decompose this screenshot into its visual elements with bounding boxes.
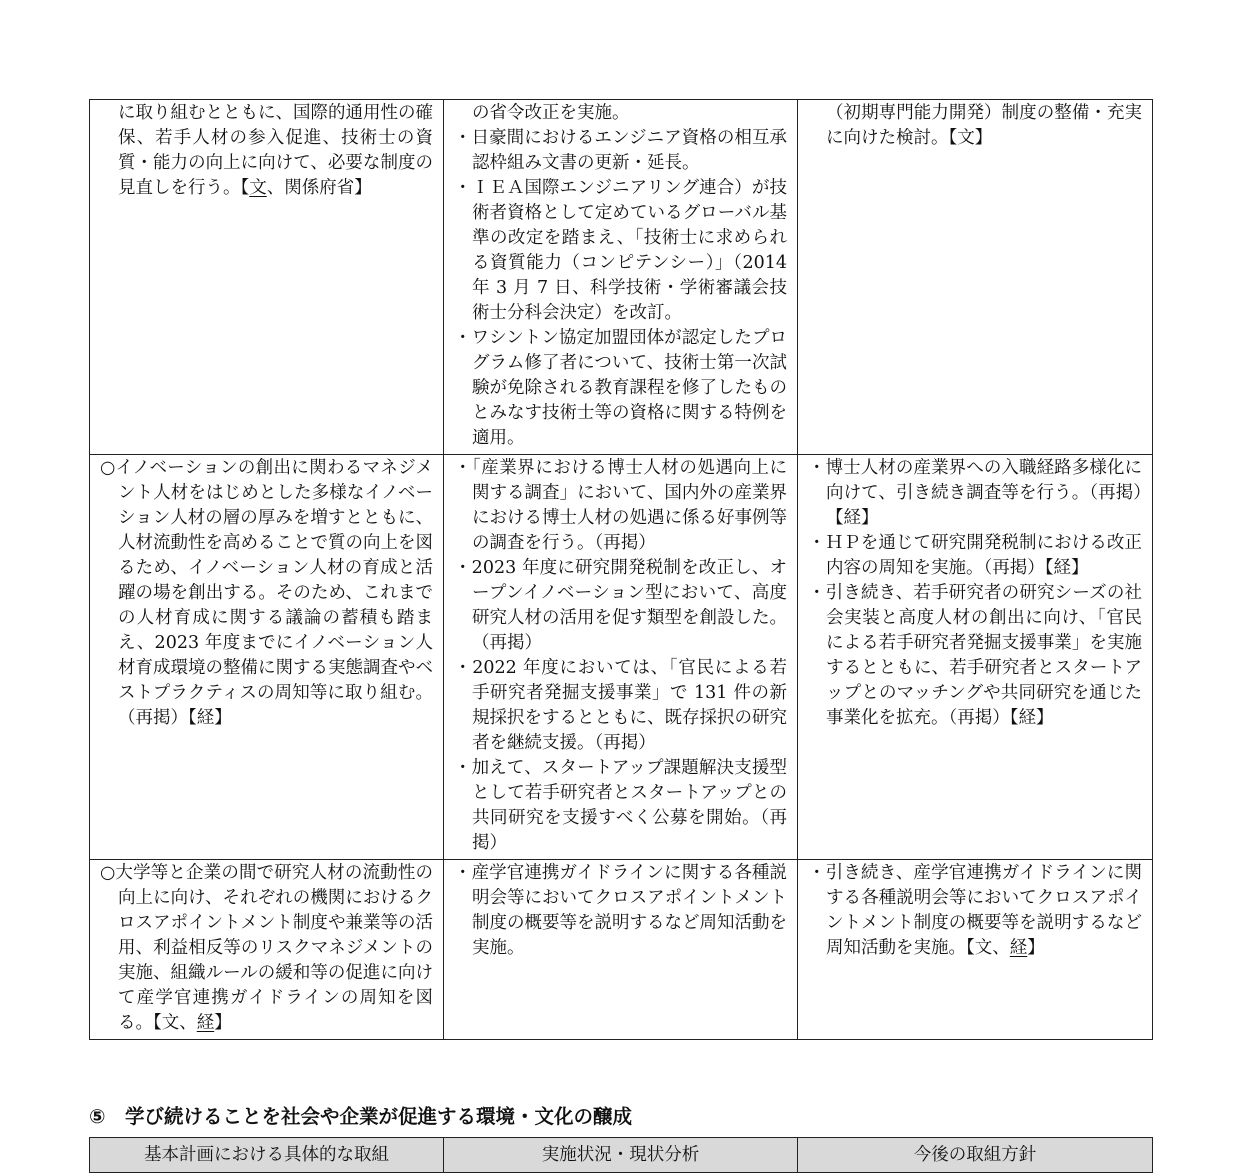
list-item: ・ＨＰを通じて研究開発税制における改正内容の周知を実施。（再掲）【経】 xyxy=(808,533,1142,578)
list-item: ・博士人材の産業界への入職経路多様化に向けて、引き続き調査等を行う。（再掲）【経】 xyxy=(808,458,1142,528)
list-item: ・ワシントン協定加盟団体が認定したプログラム修了者について、技術士第一次試験が免除される教育課程を修了したものとみなす技術士等の資格に関する特例を適用。 xyxy=(454,328,787,448)
table-row xyxy=(90,100,1153,455)
policy-cell xyxy=(798,455,1153,860)
list-item: に取り組むとともに、国際的通用性の確保、若手人材の参入促進、技術士の資質・能力の向上に向けて、必要な制度の見直しを行う。【文、関係府省】 xyxy=(118,103,433,198)
list-item: ・加えて、スタートアップ課題解決支援型として若手研究者とスタートアップとの共同研究を支援すべく公募を開始。（再掲） xyxy=(454,758,787,853)
list-item: ・2023 年度に研究開発税制を改正し、オープンイノベーション型において、高度研究人材の活用を促す類型を創設した。（再掲） xyxy=(454,558,787,653)
list-item: ・引き続き、若手研究者の研究シーズの社会実装と高度人材の創出に向け、「官民による若手研究者発掘支援事業」を実施するとともに、若手研究者とスタートアップとのマッチングや共同研究を通じた事業化を拡充。（再掲）【経】 xyxy=(808,583,1142,728)
list-item: （初期専門能力開発）制度の整備・充実に向けた検討。【文】 xyxy=(826,103,1142,148)
table-row xyxy=(90,860,1153,1040)
list-item: ・2022 年度においては、「官民による若手研究者発掘支援事業」で 131 件の新規採択をするとともに、既存採択の研究者を継続支援。（再掲） xyxy=(454,658,787,753)
plan-cell xyxy=(90,100,444,455)
underlined-agency: 経 xyxy=(1009,938,1028,958)
list-item: ・産学官連携ガイドラインに関する各種説明会等においてクロスアポイントメント制度の概要等を説明するなど周知活動を実施。 xyxy=(454,863,787,958)
header-col-policy: 今後の取組方針 xyxy=(798,1138,1153,1173)
policy-table-body xyxy=(90,100,1153,1040)
list-item: ・引き続き、産学官連携ガイドラインに関する各種説明会等においてクロスアポイントメント制度の概要等を説明するなど周知活動を実施。【文、経】 xyxy=(808,863,1142,958)
next-table-header xyxy=(89,1137,1153,1173)
policy-cell xyxy=(798,100,1153,455)
list-item: ・「産業界における博士人材の処遇向上に関する調査」において、国内外の産業界における博士人材の処遇に係る好事例等の調査を行う。（再掲） xyxy=(454,458,787,553)
section-heading: ⑤ 学び続けることを社会や企業が促進する環境・文化の醸成 xyxy=(89,1105,633,1128)
header-col-status: 実施状況・現状分析 xyxy=(444,1138,798,1173)
status-cell xyxy=(444,100,798,455)
table-row xyxy=(90,455,1153,860)
header-col-plan: 基本計画における具体的な取組 xyxy=(90,1138,444,1173)
policy-table xyxy=(89,99,1153,1040)
list-item: ・日豪間におけるエンジニア資格の相互承認枠組み文書の更新・延長。 xyxy=(454,128,787,173)
list-item: ・ＩＥＡ国際エンジニアリング連合）が技術者資格として定めているグローバル基準の改定を踏まえ、「技術士に求められる資質能力（コンピテンシー）」（2014 年 3 月 7 日、科学技術・学術審議会技術士分科会決定）を改訂。 xyxy=(454,178,787,323)
list-item: ○大学等と企業の間で研究人材の流動性の向上に向け、それぞれの機関におけるクロスアポイントメント制度や兼業等の活用、利益相反等のリスクマネジメントの実施、組織ルールの緩和等の促進に向けて産学官連携ガイドラインの周知を図る。【文、経】 xyxy=(100,863,433,1033)
list-item: ○イノベーションの創出に関わるマネジメント人材をはじめとした多様なイノベーション人材の層の厚みを増すとともに、人材流動性を高めることで質の向上を図るため、イノベーション人材の育成と活躍の場を創出する。そのため、これまでの人材育成に関する議論の蓄積も踏まえ、2023 年度までにイノベーション人材育成環境の整備に関する実態調査やベストプラクティスの周知等に取り組む。（再掲）【経】 xyxy=(100,458,433,728)
underlined-agency: 文 xyxy=(249,178,267,198)
underlined-agency: 経 xyxy=(196,1013,215,1033)
policy-cell xyxy=(798,860,1153,1040)
status-cell xyxy=(444,455,798,860)
plan-cell xyxy=(90,860,444,1040)
list-item: の省令改正を実施。 xyxy=(472,103,630,123)
header-row xyxy=(90,1138,1153,1173)
plan-cell xyxy=(90,455,444,860)
status-cell xyxy=(444,860,798,1040)
